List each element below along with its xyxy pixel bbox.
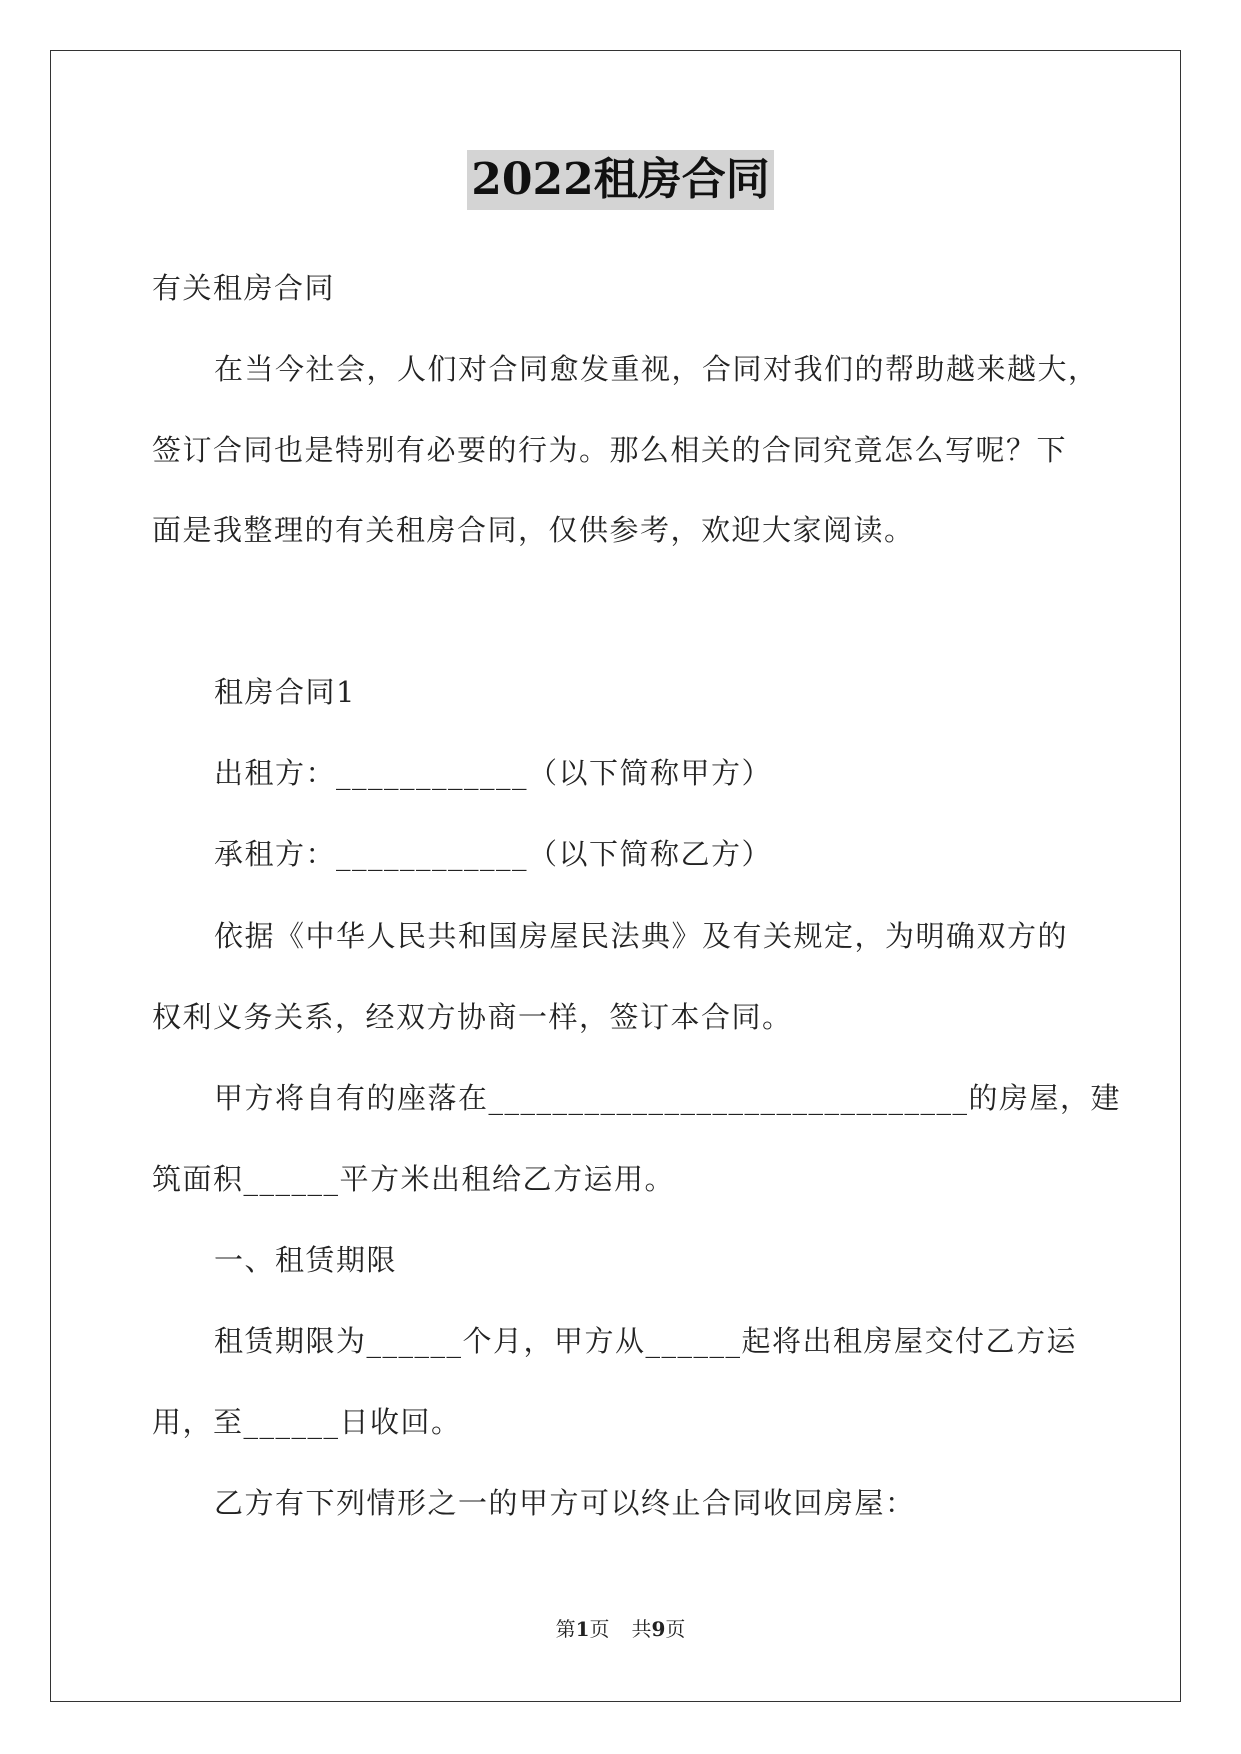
footer-total-suffix: 页	[665, 1617, 686, 1641]
document-title: 2022租房合同	[467, 150, 773, 210]
document-line: 甲方将自有的座落在______________________________的房屋，建	[214, 1081, 1122, 1115]
footer-page-suffix: 页	[589, 1617, 610, 1641]
document-line: 乙方有下列情形之一的甲方可以终止合同收回房屋：	[214, 1486, 916, 1520]
title-container	[0, 150, 1241, 210]
document-line: 出租方：____________（以下简称甲方）	[214, 756, 773, 790]
document-line: 筑面积______平方米出租给乙方运用。	[152, 1162, 676, 1196]
document-line: 租房合同1	[214, 675, 356, 709]
document-line: 有关租房合同	[152, 271, 336, 305]
document-line: 用，至______日收回。	[152, 1405, 462, 1439]
footer-total-prefix: 共	[631, 1617, 652, 1641]
document-line: 一、租赁期限	[214, 1243, 398, 1277]
document-line: 权利义务关系，经双方协商一样，签订本合同。	[152, 1000, 793, 1034]
footer-page-total: 9	[651, 1617, 666, 1641]
document-line: 在当今社会，人们对合同愈发重视，合同对我们的帮助越来越大，	[214, 352, 1099, 386]
document-line: 依据《中华人民共和国房屋民法典》及有关规定，为明确双方的	[214, 919, 1069, 953]
page-footer	[0, 1616, 1241, 1642]
footer-page-prefix: 第	[555, 1617, 576, 1641]
footer-page-current: 1	[575, 1617, 590, 1641]
document-line: 承租方：____________（以下简称乙方）	[214, 837, 773, 871]
document-line: 面是我整理的有关租房合同，仅供参考，欢迎大家阅读。	[152, 513, 915, 547]
document-line: 租赁期限为______个月，甲方从______起将出租房屋交付乙方运	[214, 1324, 1078, 1358]
document-line: 签订合同也是特别有必要的行为。那么相关的合同究竟怎么写呢？下	[152, 433, 1068, 467]
